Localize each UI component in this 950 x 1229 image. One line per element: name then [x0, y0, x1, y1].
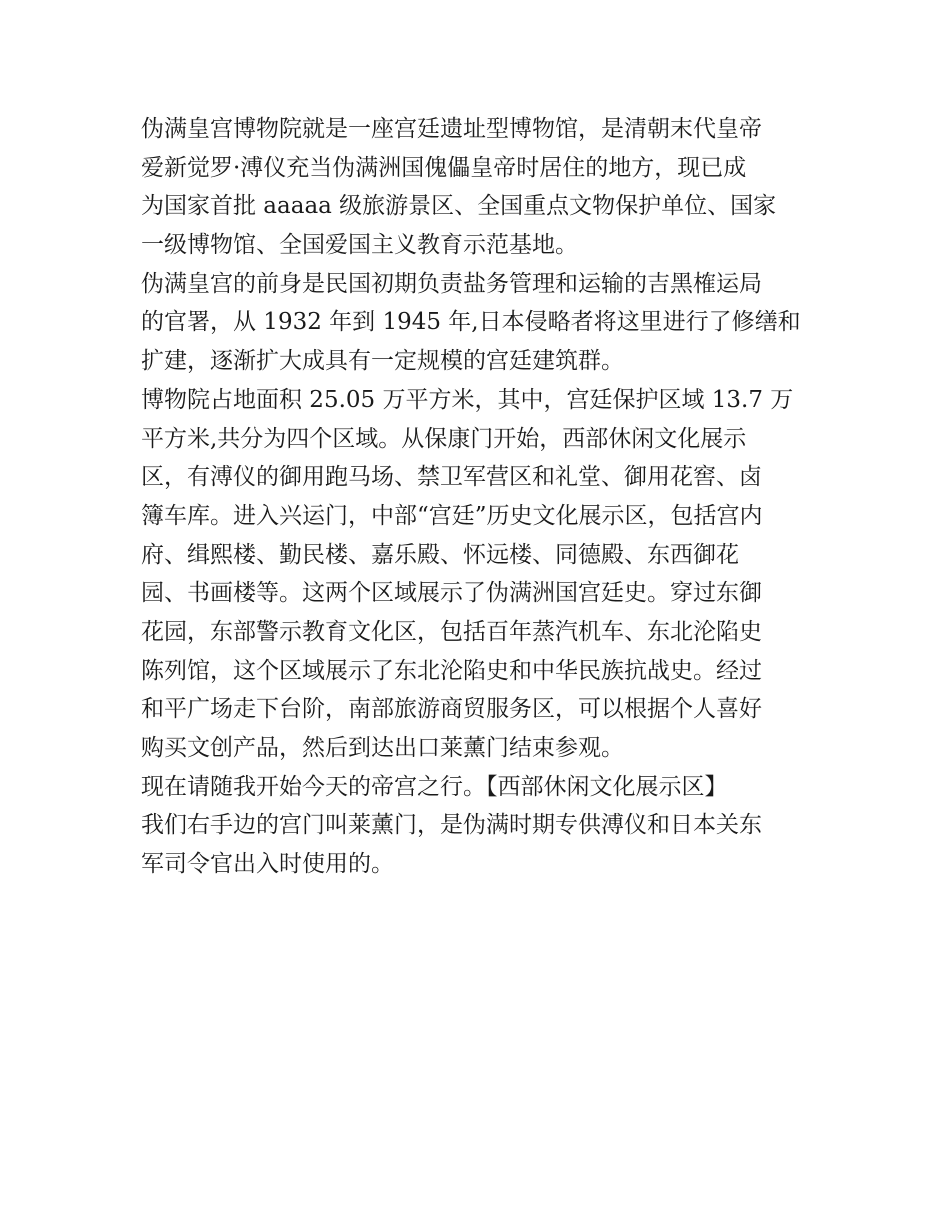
text-line: 我们右手边的宫门叫莱薰门，是伪满时期专供溥仪和日本关东: [141, 812, 762, 839]
text-line: 和平广场走下台阶，南部旅游商贸服务区，可以根据个人喜好: [141, 696, 762, 723]
text-line: 陈列馆，这个区域展示了东北沦陷史和中华民族抗战史。经过: [141, 657, 762, 684]
text-line: 一级博物馆、全国爱国主义教育示范基地。: [141, 232, 578, 259]
text-line: 园、书画楼等。这两个区域展示了伪满洲国宫廷史。穿过东御: [141, 580, 762, 607]
text-line: 扩建，逐渐扩大成具有一定规模的宫廷建筑群。: [141, 348, 624, 375]
text-line: 伪满皇宫博物院就是一座宫廷遗址型博物馆，是清朝末代皇帝: [141, 116, 762, 142]
text-line: 的官署，从 1932 年到 1945 年,日本侵略者将这里进行了修缮和: [141, 309, 801, 336]
text-line: 购买文创产品，然后到达出口莱薰门结束参观。: [141, 735, 624, 761]
text-line: 区，有溥仪的御用跑马场、禁卫军营区和礼堂、御用花窖、卤: [141, 464, 762, 491]
text-line: 为国家首批 aaaaa 级旅游景区、全国重点文物保护单位、国家: [141, 193, 777, 220]
text-line: 伪满皇宫的前身是民国初期负责盐务管理和运输的吉黑榷运局: [141, 270, 762, 297]
text-line: 军司令官出入时使用的。: [141, 851, 394, 878]
text-line: 平方米,共分为四个区域。从保康门开始，西部休闲文化展示: [141, 425, 747, 452]
text-line: 府、缉熙楼、勤民楼、嘉乐殿、怀远楼、同德殿、东西御花: [141, 541, 739, 568]
text-line: 簿车库。进入兴运门，中部“宫廷”历史文化展示区，包括宫内: [141, 502, 763, 529]
document-body: [141, 110, 811, 884]
text-line: 爱新觉罗·溥仪充当伪满洲国傀儡皇帝时居住的地方，现已成: [141, 154, 747, 181]
text-line: 博物院占地面积 25.05 万平方米，其中，宫廷保护区域 13.7 万: [141, 386, 794, 413]
text-line: 花园，东部警示教育文化区，包括百年蒸汽机车、东北沦陷史: [141, 618, 762, 645]
text-line: 现在请随我开始今天的帝宫之行。【西部休闲文化展示区】: [141, 773, 728, 800]
